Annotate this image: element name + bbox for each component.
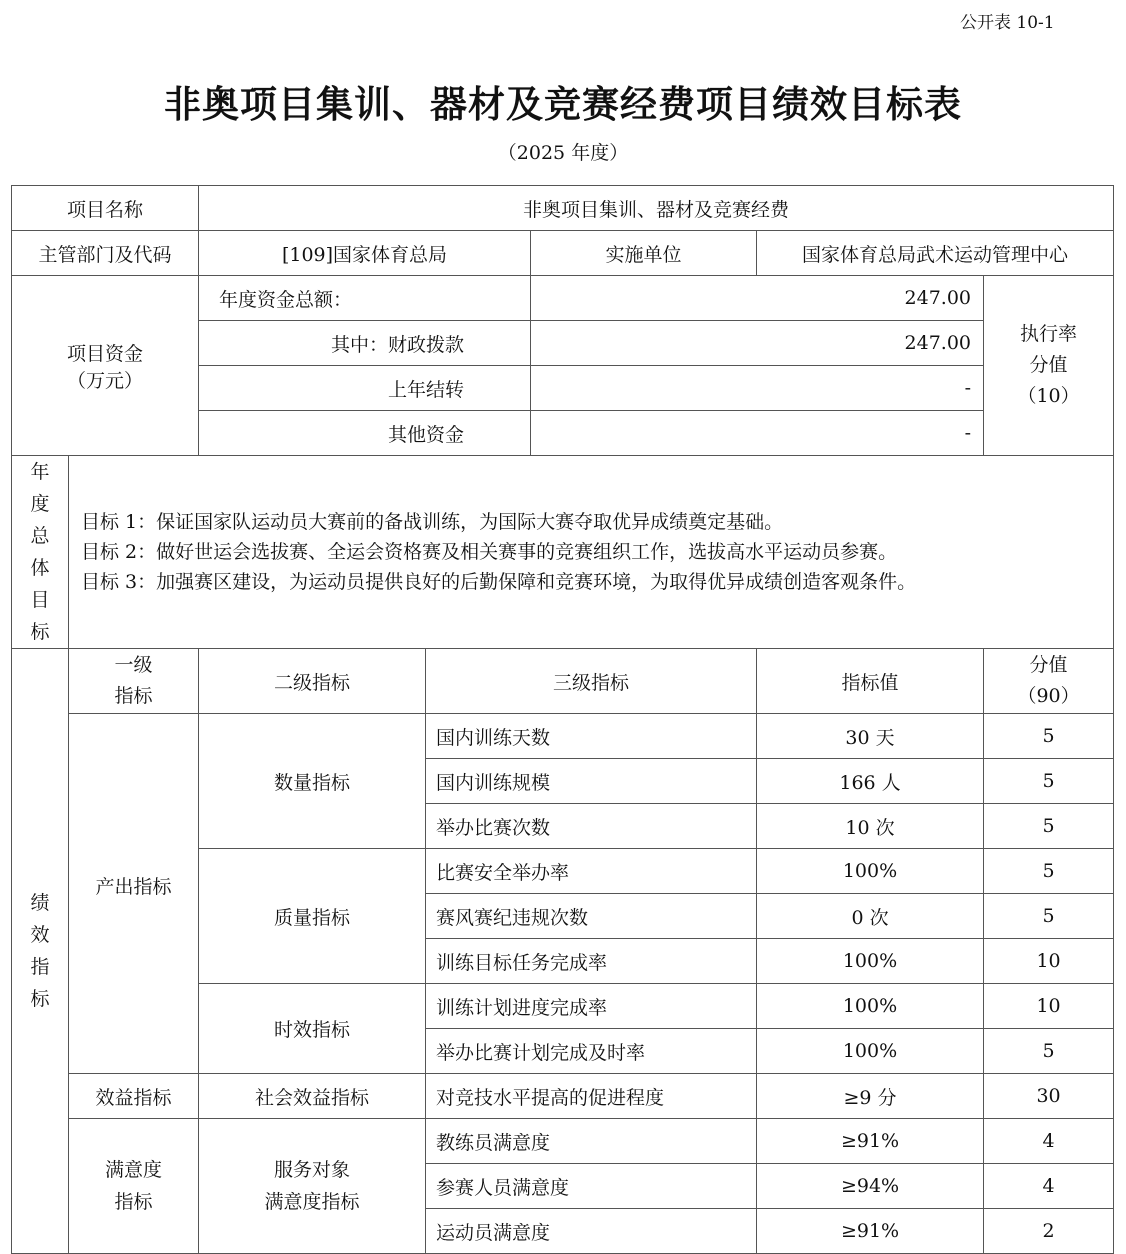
quality-indicator-label: 质量指标 (199, 849, 426, 984)
indicator-score: 10 (984, 939, 1114, 984)
form-number: 公开表 10-1 (960, 13, 1055, 33)
execution-rate-score (984, 276, 1114, 456)
execution-rate-line1: 执行率 (1020, 323, 1078, 345)
indicator-name: 赛风赛纪违规次数 (426, 894, 757, 939)
output-indicator-label: 产出指标 (69, 714, 199, 1074)
indicator-name: 教练员满意度 (426, 1119, 757, 1164)
execution-rate-line3: （10） (1017, 385, 1080, 407)
goals-label-char: 年 (30, 461, 50, 483)
indicator-value: ≥91% (757, 1119, 984, 1164)
indicator-value: 0 次 (757, 894, 984, 939)
page-title: 非奥项目集训、器材及竞赛经费项目绩效目标表 (164, 83, 962, 126)
indicator-row (12, 714, 1114, 759)
goals-label (12, 456, 69, 649)
indicator-value: ≥9 分 (757, 1074, 984, 1119)
performance-table (11, 185, 1114, 1254)
indicator-name: 训练计划进度完成率 (426, 984, 757, 1029)
goal-item: 目标 1：保证国家队运动员大赛前的备战训练，为国际大赛夺取优异成绩奠定基础。 (81, 511, 784, 533)
indicator-header-row (12, 649, 1114, 714)
indicator-name: 举办比赛次数 (426, 804, 757, 849)
department-label: 主管部门及代码 (12, 231, 199, 276)
implementer-value: 国家体育总局武术运动管理中心 (757, 231, 1114, 276)
indicator-name: 举办比赛计划完成及时率 (426, 1029, 757, 1074)
social-benefit-indicator-label: 社会效益指标 (199, 1074, 426, 1119)
indicator-score: 5 (984, 759, 1114, 804)
indicator-value: 100% (757, 1029, 984, 1074)
goals-label-char: 总 (30, 525, 50, 547)
indicator-value: 30 天 (757, 714, 984, 759)
header-level1-line2: 指标 (114, 685, 153, 707)
header-level1-line1: 一级 (114, 654, 153, 676)
indicator-score: 5 (984, 804, 1114, 849)
timeliness-indicator-label: 时效指标 (199, 984, 426, 1074)
execution-rate-line2: 分值 (1029, 354, 1068, 376)
satisfaction-label-line2: 指标 (114, 1191, 153, 1213)
indicators-label-char: 指 (30, 956, 50, 978)
indicator-value: 100% (757, 849, 984, 894)
indicator-row (12, 1119, 1114, 1164)
header-score (984, 649, 1114, 714)
funds-carryover-label: 上年结转 (199, 366, 531, 411)
indicator-score: 2 (984, 1209, 1114, 1254)
header-level2: 二级指标 (199, 649, 426, 714)
funds-total-value: 247.00 (531, 276, 984, 321)
funds-other-value: - (531, 411, 984, 456)
indicator-row (12, 1074, 1114, 1119)
indicator-value: 10 次 (757, 804, 984, 849)
funds-label-line2: （万元） (67, 369, 144, 392)
funds-label (12, 276, 199, 456)
funds-label-line1: 项目资金 (67, 342, 144, 365)
header-score-line2: （90） (1017, 685, 1080, 707)
department-value: [109]国家体育总局 (199, 231, 531, 276)
indicator-name: 国内训练天数 (426, 714, 757, 759)
satisfaction-indicator-label (69, 1119, 199, 1254)
funds-fiscal-value: 247.00 (531, 321, 984, 366)
header-level3: 三级指标 (426, 649, 757, 714)
indicator-score: 5 (984, 849, 1114, 894)
indicator-score: 4 (984, 1164, 1114, 1209)
quantity-indicator-label: 数量指标 (199, 714, 426, 849)
funds-fiscal-label: 其中：财政拨款 (199, 321, 531, 366)
department-row (12, 231, 1114, 276)
project-name-row (12, 186, 1114, 231)
indicator-name: 比赛安全举办率 (426, 849, 757, 894)
goals-label-char: 体 (30, 557, 50, 579)
goals-label-char: 度 (30, 493, 50, 515)
funds-carryover-value: - (531, 366, 984, 411)
indicator-name: 运动员满意度 (426, 1209, 757, 1254)
goals-content (69, 456, 1114, 649)
indicator-name: 训练目标任务完成率 (426, 939, 757, 984)
goals-label-char: 目 (30, 589, 50, 611)
satisfaction-label-line1: 满意度 (105, 1159, 163, 1181)
implementer-label: 实施单位 (531, 231, 757, 276)
indicator-score: 10 (984, 984, 1114, 1029)
service-label-line2: 满意度指标 (264, 1191, 360, 1213)
indicator-value: ≥94% (757, 1164, 984, 1209)
goal-item: 目标 2：做好世运会选拔赛、全运会资格赛及相关赛事的竞赛组织工作，选拔高水平运动员参赛。 (81, 541, 898, 563)
indicators-label-char: 效 (30, 924, 50, 946)
benefit-indicator-label: 效益指标 (69, 1074, 199, 1119)
indicator-name: 参赛人员满意度 (426, 1164, 757, 1209)
funds-row (12, 276, 1114, 321)
goals-row (12, 456, 1114, 649)
indicator-score: 5 (984, 714, 1114, 759)
header-level1 (69, 649, 199, 714)
header-value: 指标值 (757, 649, 984, 714)
funds-total-label: 年度资金总额： (199, 276, 531, 321)
indicator-name: 对竞技水平提高的促进程度 (426, 1074, 757, 1119)
indicator-value: ≥91% (757, 1209, 984, 1254)
indicator-score: 30 (984, 1074, 1114, 1119)
header-score-line1: 分值 (1029, 654, 1068, 676)
service-label-line1: 服务对象 (274, 1159, 351, 1181)
indicator-name: 国内训练规模 (426, 759, 757, 804)
goals-label-char: 标 (30, 621, 50, 643)
indicator-score: 5 (984, 1029, 1114, 1074)
funds-other-label: 其他资金 (199, 411, 531, 456)
indicators-label-char: 绩 (30, 892, 50, 914)
page-subtitle: （2025 年度） (497, 142, 629, 164)
indicators-label-char: 标 (30, 988, 50, 1010)
indicator-value: 100% (757, 984, 984, 1029)
indicator-score: 4 (984, 1119, 1114, 1164)
indicator-value: 100% (757, 939, 984, 984)
indicator-value: 166 人 (757, 759, 984, 804)
indicators-label (12, 649, 69, 1254)
goal-item: 目标 3：加强赛区建设，为运动员提供良好的后勤保障和竞赛环境，为取得优异成绩创造客观条件。 (81, 571, 917, 593)
indicator-score: 5 (984, 894, 1114, 939)
service-satisfaction-indicator-label (199, 1119, 426, 1254)
project-name-value: 非奥项目集训、器材及竞赛经费 (199, 186, 1114, 231)
project-name-label: 项目名称 (12, 186, 199, 231)
